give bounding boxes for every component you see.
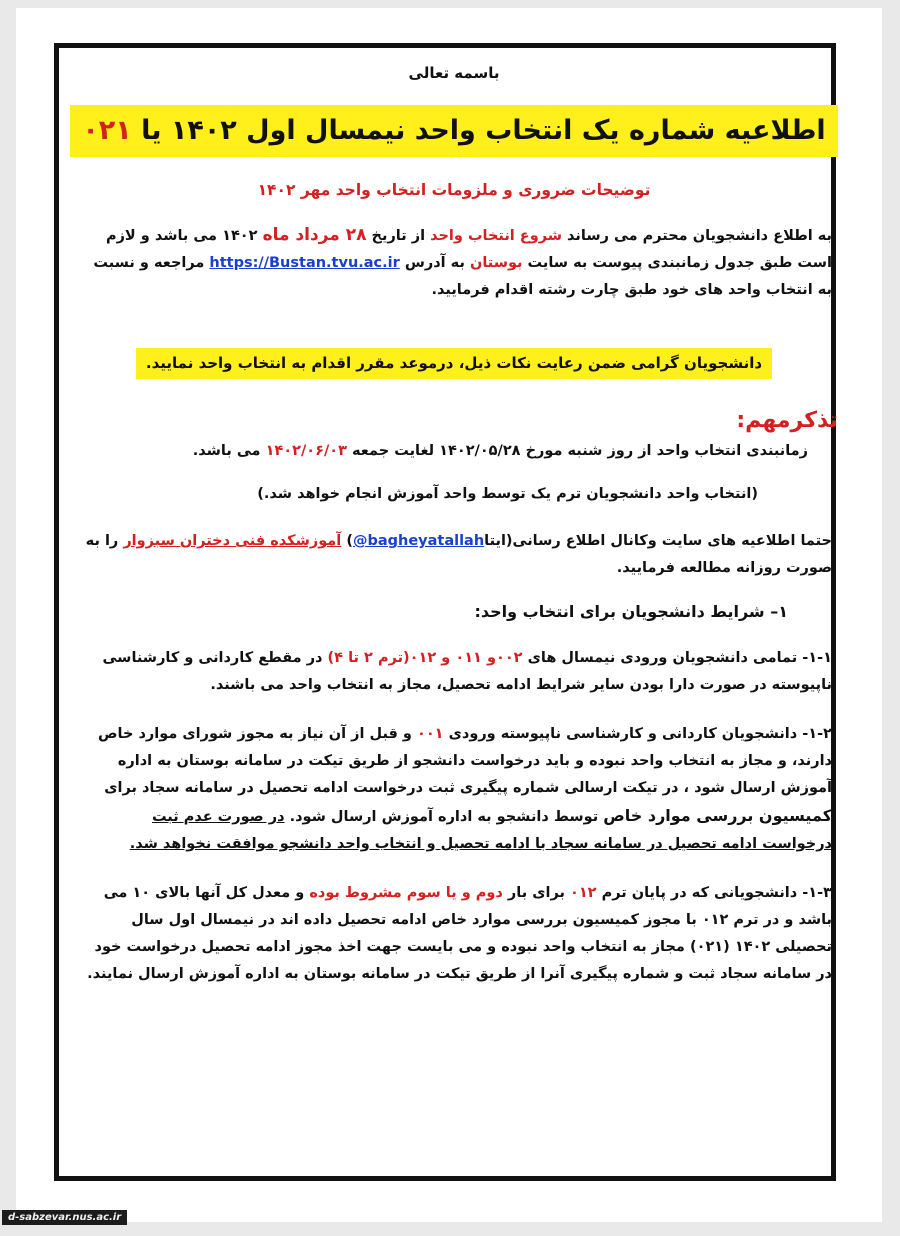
item-highlight: ۰۰۲و ۰۱۱ و ۰۱۲(ترم ۲ تا ۴) (327, 650, 523, 666)
schedule-text: می باشد. (192, 443, 266, 459)
item-highlight: ۰۰۱ (416, 726, 444, 742)
item-1-1 (70, 645, 838, 699)
sajad-system: سامانه سجاد (720, 966, 812, 982)
notice-highlight: دانشجویان گرامی ضمن رعایت نکات ذیل، درموعد مقرر اقدام به انتخاب واحد نمایید. (136, 348, 772, 379)
announce-text: ) (341, 533, 353, 549)
item-text: خاص ادامه تحصیل داده اند در نیمسال اول سال تحصیلی ۱۴۰۲ (۰۲۱) مجاز به انتخاب واحد نبوده و می بایست جهت اخذ مجوز ادامه تحصیل درخواست خود در (94, 912, 832, 982)
title-term-code: ۰۲۱ (82, 115, 132, 146)
item-text: و معدل کل آنها بالای ۱۰ می باشد و در ترم ۰۱۲ با مجوز (103, 885, 832, 928)
subtitle: توضیحات ضروری و ملزومات انتخاب واحد مهر ۱۴۰۲ (257, 181, 651, 199)
intro-site-name: بوستان (469, 255, 523, 271)
announce-text: حتما اطلاعیه های سایت وکانال اطلاع رسانی(ایتا (484, 533, 832, 549)
item-1-3 (70, 880, 838, 988)
intro-start-highlight: شروع انتخاب واحد (430, 228, 562, 244)
intro-text: مراجعه و نسبت به انتخاب واحد های خود طبق چارت رشته اقدام فرمایید. (93, 255, 832, 298)
item-text: ثبت و شماره پیگیری آنرا از طریق تیکت در سامانه بوستان به اداره آموزش ارسال نمایند. (87, 966, 721, 982)
item-text: توسط دانشجو به اداره آموزش ارسال شود. (284, 809, 604, 825)
underlined-warning: در صورت عدم ثبت درخواست ادامه تحصیل در سامانه سجاد با ادامه تحصیل و انتخاب واحد دانشجو موافقت نخواهد شد. (129, 809, 832, 852)
document-content (70, 58, 838, 988)
item-text: برای (104, 780, 142, 796)
intro-text: به آدرس (399, 255, 470, 271)
reminder-title: تذکرمهم: (736, 408, 838, 433)
sajad-system: سامانه سجاد (141, 780, 233, 796)
announcements-paragraph (70, 528, 838, 582)
title-text: اطلاعیه شماره یک انتخاب واحد نیمسال اول ۱۴۰۲ یا (131, 115, 826, 146)
site-watermark: d-sabzevar.nus.ac.ir (2, 1210, 127, 1225)
first-term-note: (انتخاب واحد دانشجویان ترم یک توسط واحد آموزش انجام خواهد شد.) (257, 486, 758, 502)
schedule-day: شنبه (567, 443, 603, 459)
item-highlight: دوم و یا سوم مشروط بوده (309, 885, 503, 901)
item-text: ۱-۳- دانشجویانی که در پایان ترم (596, 885, 832, 901)
bustan-url-link[interactable]: https://Bustan.tvu.ac.ir (209, 255, 400, 271)
item-text: و قبل از آن نیاز به مجوز شورای موارد خاص دارند، و مجاز به انتخاب واحد نبوده و باید درخواست دانشجو از طریق تیکت در سامانه بوستان به اداره آموزش ارسال شود ، در تیکت ارسالی شماره پیگیری ثبت درخواست ادامه تحصیل در (98, 726, 832, 796)
notice-block (70, 348, 838, 379)
schedule-end-date: ۱۴۰۲/۰۶/۰۳ (265, 443, 347, 459)
commission-name: کمیسیون بررسی موارد (472, 912, 639, 928)
item-text: ۱-۲- دانشجویان کاردانی و کارشناسی ناپیوسته ورودی (443, 726, 832, 742)
commission-name: کمیسیون بررسی موارد خاص (603, 806, 832, 825)
school-name: آموزشکده فنی دختران سبزوار (123, 533, 342, 549)
intro-date-highlight: ۲۸ مرداد ماه (262, 225, 367, 245)
item-highlight: ۰۱۲ (569, 885, 597, 901)
item-text: ۱-۱- تمامی دانشجویان ورودی نیمسال های (522, 650, 832, 666)
item-1-2 (70, 721, 838, 858)
schedule-line (70, 438, 838, 465)
section-1-title: ۱– شرایط دانشجویان برای انتخاب واحد: (474, 602, 788, 621)
bismillah-heading: باسمه تعالی (408, 64, 500, 82)
intro-text: به اطلاع دانشجویان محترم می رساند (562, 228, 832, 244)
intro-text: ۱۴۰۲ می باشد و لازم است طبق جدول زمانبندی پیوست به سایت (105, 228, 832, 271)
eita-channel-link[interactable]: @bagheyatallah (352, 533, 485, 549)
intro-text: از تاریخ (366, 228, 431, 244)
title-block (70, 105, 838, 157)
announcement-title (70, 105, 837, 157)
intro-paragraph (70, 222, 838, 304)
schedule-text: مورخ ۱۴۰۲/۰۵/۲۸ لغایت جمعه (346, 443, 568, 459)
announce-text: را به صورت روزانه مطالعه فرمایید. (85, 533, 832, 576)
item-text: در مقطع کاردانی و کارشناسی ناپیوسته در صورت دارا بودن سایر شرایط ادامه تحصیل، مجاز به انتخاب واحد می باشند. (102, 650, 832, 693)
schedule-text: زمانبندی انتخاب واحد از روز (602, 443, 808, 459)
item-text: برای بار (502, 885, 570, 901)
